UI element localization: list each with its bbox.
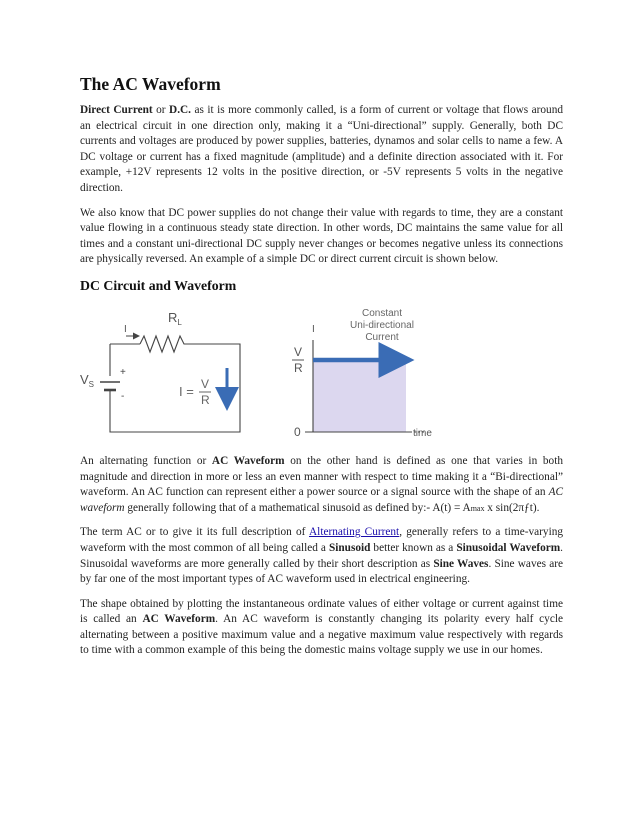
- ohms-law-numerator: V: [201, 376, 210, 391]
- text-run: . An AC waveform is constantly changing its polarity every half cycle alternating between a positive maximum value and a negative maximum value respectively with regards to time with a common example of this being the domestic mains voltage supply we use in our homes.: [80, 613, 564, 657]
- term-sinusoid: Sinusoid: [328, 541, 371, 554]
- caption-line-3: Current: [365, 331, 399, 343]
- caption-line-1: Constant: [361, 307, 403, 319]
- resistor-label: $R_L$: [168, 309, 182, 327]
- waveform-x-label: time: [413, 427, 432, 439]
- text-run: . Sine waves are by far one of the most important types of AC waveform used in electrical engineering.: [80, 557, 563, 586]
- text-run: on the other hand is defined as one that varies in both magnitude and direction in more or less an even manner with respect to time making it a “Bi-directional” waveform. An AC function can represent either a power source or a signal source with the shape of an: [80, 454, 563, 499]
- text-run: . Sinusoidal waveforms are more generally called by their short description as: [80, 541, 563, 570]
- circuit-schematic: [80, 310, 240, 432]
- waveform-level-denominator: R: [294, 360, 303, 375]
- ohms-law-lhs: I =: [179, 383, 194, 399]
- dc-circuit-figure: [80, 304, 563, 444]
- circuit-wire: [110, 344, 240, 432]
- paragraph-dc-supplies: We also know that DC power supplies do not change their value with regards to time, they are a constant value flowing in a continuous steady state direction. In other words, DC maintains the same value for all times and a constant uni-directional DC supply never changes or becomes negative unless its connections are physically reversed. An example of a simple DC or direct current circuit is shown below.: [80, 206, 563, 266]
- text-run: , generally refers to a time-varying waveform with the most common of all being called a: [80, 526, 564, 554]
- battery-minus: -: [121, 390, 125, 402]
- waveform-level-numerator: V: [294, 344, 303, 359]
- term-dc: D.C.: [169, 104, 191, 116]
- ohms-law-denominator: R: [201, 392, 210, 407]
- dc-circuit-diagram: [80, 304, 563, 444]
- text-run: An alternating function or: [80, 454, 212, 467]
- text-run: x sin(2πƒt).: [484, 501, 540, 514]
- text-run: better known as a: [370, 541, 457, 554]
- term-ac-waveform-2: AC Waveform: [142, 613, 216, 626]
- text-run: or: [152, 104, 170, 116]
- subscript-max: max: [470, 503, 485, 513]
- term-ac-waveform: AC Waveform: [211, 454, 285, 467]
- battery-plus: +: [120, 366, 126, 378]
- constant-current-area: [313, 360, 406, 432]
- dc-waveform-chart: [292, 308, 432, 439]
- circuit-current-label: I: [124, 323, 127, 335]
- caption-line-2: Uni-directional: [350, 319, 414, 331]
- term-sinusoidal-waveform: Sinusoidal Waveform: [456, 541, 561, 554]
- term-sine-waves: Sine Waves: [433, 557, 489, 570]
- resistor-symbol: [140, 336, 188, 352]
- paragraph-waveform-shape: [80, 597, 563, 659]
- section-heading-dc-circuit: DC Circuit and Waveform: [80, 277, 237, 293]
- text-run: The term AC or to give it its full description of: [80, 526, 310, 539]
- page-title: The AC Waveform: [80, 74, 221, 94]
- term-ac-waveform-italic: AC waveform: [80, 486, 563, 514]
- paragraph-direct-current: [80, 103, 563, 197]
- text-run: generally following that of a mathematical sinusoid as defined by:- A(t) = A: [124, 501, 471, 514]
- waveform-origin: 0: [294, 424, 301, 439]
- document-content: [80, 74, 563, 668]
- term-direct-current: Direct Current: [80, 104, 153, 116]
- waveform-y-label: I: [312, 323, 315, 335]
- text-run: as it is more commonly called, is a form of current or voltage that flows around an electrical circuit in one direction only, making it a “Uni-directional” supply. Generally, both DC currents and voltages are produced by power supplies, batteries, dynamos and solar cells to name a few. A DC voltage or current has a fixed magnitude (amplitude) and a definite direction associated with it. For example, +12V represents 12 volts in the positive direction, or -5V represents 5 volts in the negative direction.: [80, 104, 563, 194]
- source-label: $V_S$: [80, 371, 95, 389]
- paragraph-alternating-current: [80, 525, 563, 587]
- text-run: The shape obtained by plotting the instantaneous ordinate values of either voltage or current against time is called an: [80, 597, 563, 626]
- alternating-current-link[interactable]: Alternating Current: [309, 526, 400, 539]
- paragraph-ac-waveform: [80, 454, 563, 516]
